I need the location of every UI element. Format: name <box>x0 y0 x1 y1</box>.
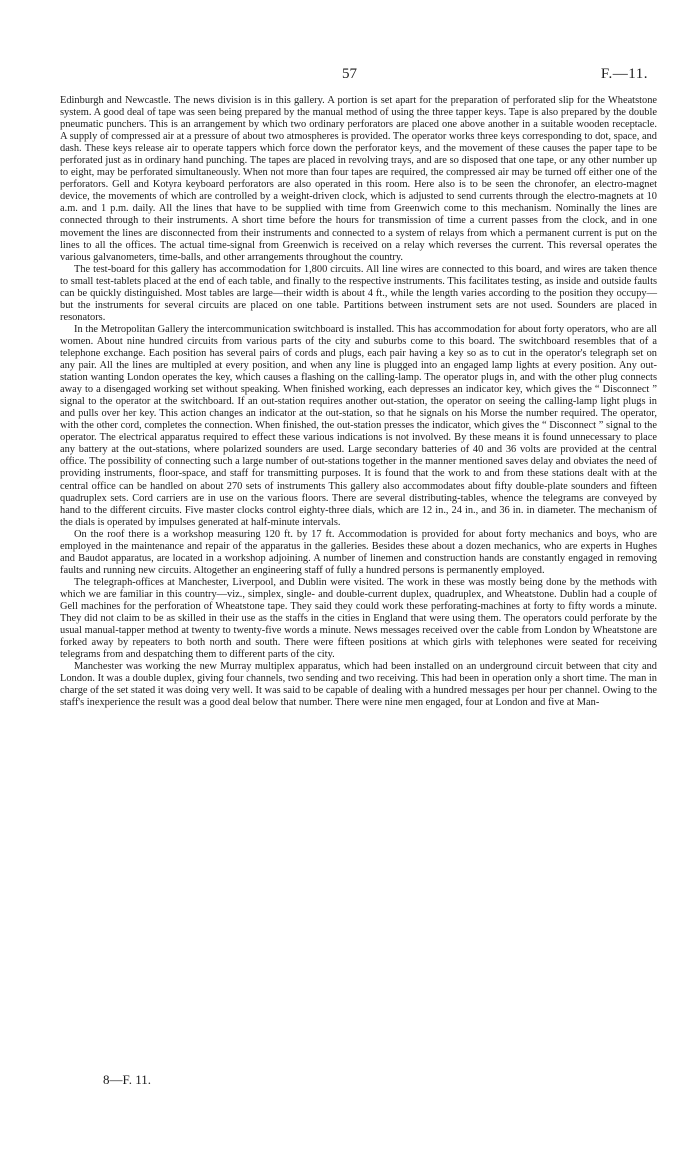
paragraph-workshop: On the roof there is a workshop measuring 120 ft. by 17 ft. Accommodation is provided for about forty mechanics and boys, who are employed in the maintenance and repair of the apparatus in the galleries. Besides these about a dozen mechanics, who are experts in Hughes and Baudot apparatus, are located in a workshop adjoining. A number of linemen and construction hands are constantly engaged in removing faults and running new circuits. Altogether an engineering staff of fully a hundred persons is permanently employed. <box>60 528 657 576</box>
paragraph-telegraph-offices: The telegraph-offices at Manchester, Liverpool, and Dublin were visited. The work in these was mostly being done by the methods with which we are familiar in this country—viz., simplex, single- and double-current duplex, quadruplex, and Wheatstone. Dublin had a couple of Gell machines for the perforation of Wheatstone tape. They said they could work these perforating-machines at forty to fifty words a minute. They did not claim to be as skilled in their use as the staffs in the cities in England that were using them. The operators could perforate by the usual manual-tapper method at twenty to twenty-five words a minute. News messages received over the cable from London by Wheatstone are forked away by repeaters to both north and south. There were fifteen positions at which girls with telephones were seated for receiving telegrams from and despatching them to different parts of the city. <box>60 576 657 661</box>
body-text <box>60 95 657 709</box>
paragraph-test-board: The test-board for this gallery has accommodation for 1,800 circuits. All line wires are connected to this board, and wires are taken thence to small test-tablets placed at the end of each table, and finally to the respective instruments. This facilitates testing, as inside and outside faults can be quickly distinguished. Most tables are large—their width is about 4 ft., while the length varies according to the position they occupy—but the instruments for several circuits are placed on one table. Partitions between instrument sets are not used. Sounders are placed in resonators. <box>60 263 657 323</box>
page-number: 57 <box>342 66 357 82</box>
paragraph-manchester: Manchester was working the new Murray multiplex apparatus, which had been installed on an underground circuit between that city and London. It was a double duplex, giving four channels, two sending and two receiving. This had been in operation only a short time. The man in charge of the set stated it was doing very well. It was said to be capable of dealing with a hundred messages per hour per channel. Owing to the staff's inexperience the result was a good deal below that number. There were nine men engaged, four at London and five at Man- <box>60 661 657 709</box>
page-footer-signature: 8—F. 11. <box>103 1072 151 1087</box>
paragraph-news-division: Edinburgh and Newcastle. The news division is in this gallery. A portion is set apart for the preparation of perforated slip for the Wheatstone system. A good deal of tape was seen being prepared by the manual method of using the three tapper keys. Tape is also prepared by the double pneumatic punchers. This is an arrangement by which two ordinary perforators are placed one above another in a suitable wooden receptacle. A supply of compressed air at a pressure of about two atmospheres is provided. The operator works three keys corresponding to dot, space, and dash. These keys release air to operate tappers which force down the perforator keys, and the movement of these causes the paper tape to be perforated just as in ordinary hand punching. The tapes are placed in revolving trays, and are so disposed that one tape, or any other number up to eight, may be perforated simultaneously. When not more than four tapes are required, the compressed air may be turned off either one of the perforators. Gell and Kotyra keyboard perforators are also operated in this room. Here also is to be seen the chronofer, an electro-magnet device, the movements of which are controlled by a weight-driven clock, which is adjusted to send currents through the electro-magnets at 10 a.m. and 1 p.m. daily. All the lines that have to be supplied with time from Greenwich come to this mechanism. Nominally the lines are connected through to their instruments. A short time before the hours for transmission of time a current passes from the clock, and in one movement the lines are disconnected from their instruments and connected to a system of relays from which a permanent current is put on the lines to all the offices. The actual time-signal from Greenwich is received on a relay which reverses the current. This reversal operates the various galvanometers, time-balls, and other arrangements throughout the country. <box>60 95 657 263</box>
paragraph-metropolitan-gallery: In the Metropolitan Gallery the intercommunication switchboard is installed. This has accommodation for about forty operators, who are all women. About nine hundred circuits from various parts of the city and suburbs come to this board. The switchboard resembles that of a telephone exchange. Each position has several pairs of cords and plugs, each pair having a key so as to cut in the operator's telegraph set on any pair. All the lines are multipled at every position, and when any line is plugged into an engaged lamp lights at every position. Any out-station wanting London operates the key, which causes a flashing on the calling-lamp. The operator plugs in, and with the other plug connects away to a disengaged working set without speaking. When finished working, each depresses an indicator key, which gives the “ Disconnect ” signal to the operator at the switchboard. If an out-station requires another out-station, the operator on seeing the calling-lamp light plugs in and pulls over her key. This action changes an indicator at the out-station, so that he signals on his Morse the number required. The operator, with the other cord, completes the connection. When finished, the out-station presses the indicator, which gives the “ Disconnect ” signal to the operator. The electrical apparatus required to effect these various indications is not involved. By these means it is found unnecessary to place any battery at the out-stations, where polarized sounders are used. Large secondary batteries of 40 and 36 volts are provided at the central office. The possibility of connecting such a large number of out-stations together in the manner mentioned saves delay and obviates the need of providing instruments, floor-space, and staff for transmitting purposes. It is found that the work to and from these stations dealt with at the central office can be handled on about 270 sets of instruments This gallery also accommodates about fifty double-plate sounders and fifteen quadruplex sets. Cord carriers are in use on the various floors. There are several distributing-tables, whence the telegrams are conveyed by hand to the different circuits. Five master clocks control eighty-three dials, which are 12 in., 24 in., and 36 in. in diameter. The mechanism of the dials is operated by impulses generated at half-minute intervals. <box>60 323 657 528</box>
page-header <box>0 66 700 86</box>
document-reference: F.—11. <box>600 66 648 82</box>
